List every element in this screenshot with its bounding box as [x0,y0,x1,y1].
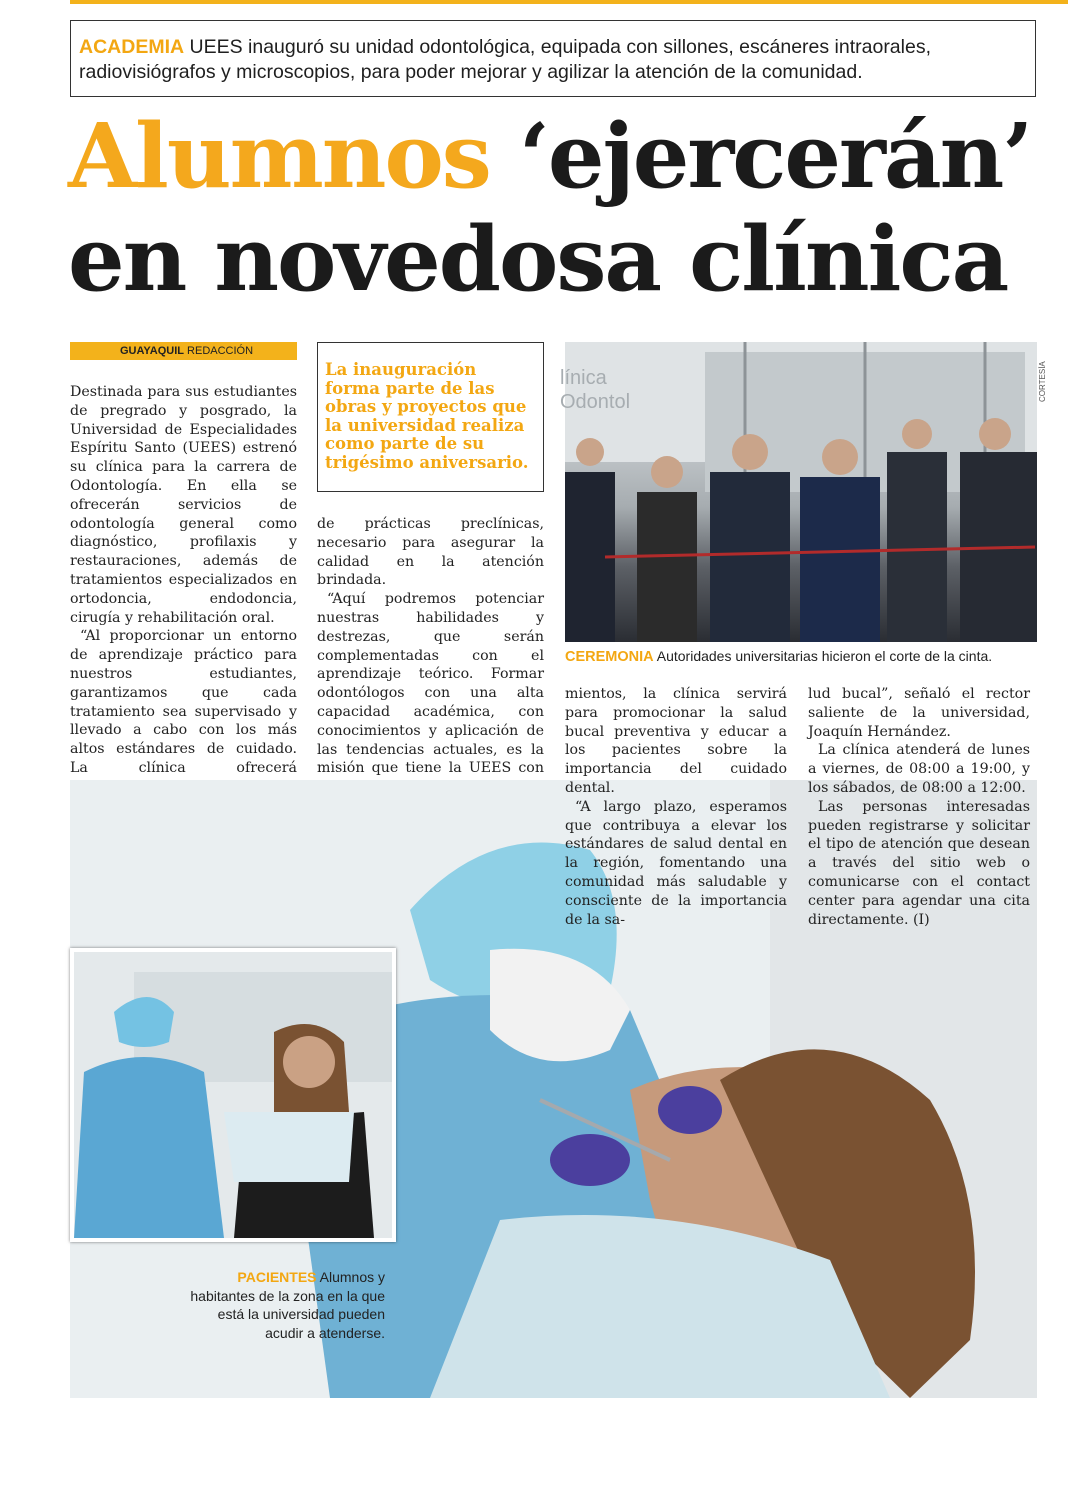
headline-line-1-rest: ‘ejercerán’ [489,103,1032,208]
photo-credit: CORTESÍA [1038,361,1047,402]
summary-box [70,20,1036,97]
ceremony-caption [565,647,1045,666]
byline-city: GUAYAQUIL [120,345,184,357]
ceremony-caption-text: Autoridades universitarias hicieron el corte de la cinta. [656,648,993,664]
paragraph: mientos, la clínica servirá para promocionar la salud bucal preventiva y educar a los pacientes sobre la importancia del cuidado dental. [565,686,787,796]
headline-accent: Alumnos [68,103,490,208]
paragraph: “Aquí podremos potenciar nuestras habilidades y destrezas, que serán complementadas con el aprendizaje teórico. Formar odontólogos con una alta capacidad académica, con conocimientos y aplicación de las tendencias actuales, es la misión que tiene la UEES con [317,591,544,777]
paragraph: “Al proporcionar un entorno de aprendizaje práctico para nuestros estudiantes, garantizamos que cada tratamiento sea supervisado y llevado a cabo con los más altos estándares de cuidado. La clínica ofrecerá [70,628,297,776]
paragraph: de prácticas preclínicas, necesario para asegurar la calidad en la atención brindada. [317,516,544,589]
ceremony-caption-kicker: CEREMONIA [565,649,654,665]
patients-caption-kicker: PACIENTES [237,1269,317,1285]
patient-inset-photo [70,948,396,1242]
byline-author: REDACCIÓN [187,345,254,357]
headline-line-2: en novedosa clínica [68,206,1008,311]
svg-text:línica: línica [560,367,607,389]
paragraph: “A largo plazo, esperamos que contribuya a elevar los estándares de salud dental en la región, fomentando una comunidad más saludable y consciente de la importancia de la sa- [565,798,787,928]
ceremony-photo [560,342,1037,642]
summary-kicker: ACADEMIA [79,36,185,58]
summary-text: UEES inauguró su unidad odontológica, equipada con sillones, escáneres intraorales, radiovisiógrafos y microscopios, para poder mejorar y agilizar la atención de la comunidad. [79,36,932,83]
patients-caption-text: Alumnos y habitantes de la zona en la que está la universidad pueden acudir a atenderse. [190,1269,385,1341]
pull-quote-box [317,342,544,492]
article-column-4 [808,685,1030,929]
byline [70,342,297,360]
pull-quote-text: La inauguración forma parte de las obras y proyectos que la universidad realiza como parte de su trigésimo aniversario. [325,360,529,472]
paragraph: Las personas interesadas pueden registrarse y solicitar el tipo de atención que desean a través del sitio web o comunicarse con el contact center para agendar una cita directamente. (I) [808,798,1030,928]
paragraph: La clínica atenderá de lunes a viernes, de 08:00 a 19:00, y los sábados, de 08:00 a 12:00. [808,742,1030,796]
headline [68,104,1048,310]
paragraph: Destinada para sus estudiantes de pregrado y posgrado, la Universidad de Especialidades Espíritu Santo (UEES) estrenó su clínica para la carrera de Odontología. En ella se ofrecerán servicios de odontología general como diagnóstico, profilaxis y restauraciones, además de tratamientos especializados en ortodoncia, endodoncia, cirugía y rehabilitación oral. [70,384,297,626]
patient-inset-illustration [74,952,392,1238]
article-column-3 [565,685,787,929]
top-accent-rule [70,0,1068,4]
headline-line-1 [68,104,1048,207]
paragraph: lud bucal”, señaló el rector saliente de la universidad, Joaquín Hernández. [808,686,1030,740]
ceremony-photo-illustration [560,342,1037,642]
svg-text:Odontol: Odontol [560,391,631,413]
patients-caption [190,1268,385,1342]
